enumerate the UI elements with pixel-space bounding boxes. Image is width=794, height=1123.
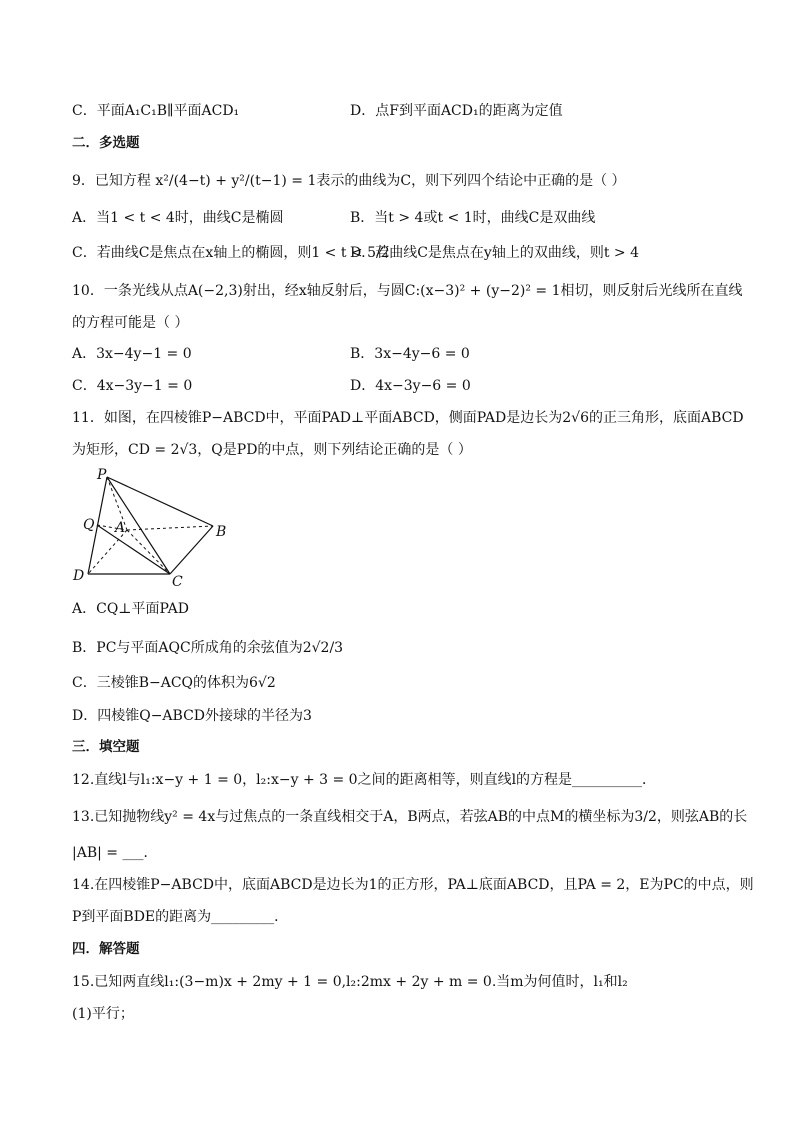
q10-stem-line1: 10．一条光线从点A(−2,3)射出，经x轴反射后，与圆C:(x−3)² + (y−2)² = 1相切，则反射后光线所在直线 — [72, 283, 743, 299]
q15-stem: 15.已知两直线l₁:(3−m)x + 2my + 1 = 0,l₂:2mx + 2y + m = 0.当m为何值时，l₁和l₂ — [72, 974, 628, 990]
edge-qc — [97, 525, 170, 574]
q8-option-c: C．平面A₁C₁B∥平面ACD₁ — [72, 103, 240, 119]
edge-ac — [127, 530, 170, 574]
q9-stem: 9．已知方程 x²/(4−t) + y²/(t−1) = 1表示的曲线为C，则下列四个结论中正确的是（ ） — [72, 173, 626, 189]
q9-option-a: A．当1 < t < 4时，曲线C是椭圆 — [72, 210, 284, 226]
label-q: Q — [83, 517, 95, 533]
q10-stem-line2: 的方程可能是（ ） — [72, 315, 189, 331]
q9-option-b: B．当t > 4或t < 1时，曲线C是双曲线 — [350, 210, 596, 226]
q11-option-b: B．PC与平面AQC所成角的余弦值为2√2/3 — [72, 640, 344, 656]
q10-option-c: C．4x−3y−1 = 0 — [72, 378, 193, 394]
label-d: D — [73, 568, 85, 584]
q10-option-b: B．3x−4y−6 = 0 — [350, 346, 470, 362]
edge-cb — [170, 526, 213, 574]
pyramid-figure — [70, 464, 240, 590]
q14-stem-line1: 14.在四棱锥P−ABCD中，底面ABCD是边长为1的正方形，PA⊥底面ABCD，且PA = 2，E为PC的中点，则 — [72, 877, 754, 893]
q14-stem-line2: P到平面BDE的距离为_________． — [72, 909, 289, 925]
q8-option-d: D．点F到平面ACD₁的距离为定值 — [350, 103, 563, 119]
q13-stem-line2: |AB| = ___． — [72, 845, 158, 861]
label-c: C — [172, 574, 183, 590]
q11-option-c: C．三棱锥B−ACQ的体积为6√2 — [72, 675, 276, 691]
label-b: B — [216, 524, 227, 540]
q9-option-d: D．若曲线C是焦点在y轴上的双曲线，则t > 4 — [350, 245, 640, 261]
edge-ad — [88, 530, 127, 574]
q10-option-d: D．4x−3y−6 = 0 — [350, 378, 471, 394]
q10-option-a: A．3x−4y−1 = 0 — [72, 346, 192, 362]
q11-option-a: A．CQ⊥平面PAD — [72, 601, 189, 617]
q15-part-1: (1)平行； — [72, 1006, 134, 1022]
label-a: A — [115, 520, 126, 536]
q12-stem: 12.直线l与l₁:x−y + 1 = 0，l₂:x−y + 3 = 0之间的距离相等，则直线l的方程是__________． — [72, 772, 657, 788]
section-fill-in: 三．填空题 — [72, 739, 140, 755]
q11-stem-line2: 为矩形，CD = 2√3，Q是PD的中点，则下列结论正确的是（ ） — [72, 442, 472, 458]
q13-stem-line1: 13.已知抛物线y² = 4x与过焦点的一条直线相交于A，B两点，若弦AB的中点M的横坐标为3/2，则弦AB的长 — [72, 809, 748, 825]
section-solve: 四．解答题 — [72, 941, 140, 957]
q11-stem-line1: 11．如图，在四棱锥P−ABCD中，平面PAD⊥平面ABCD，侧面PAD是边长为2√6的正三角形，底面ABCD — [72, 410, 744, 426]
label-p: P — [97, 467, 107, 483]
section-multiple-choice: 二．多选题 — [72, 135, 140, 151]
q9-option-c: C．若曲线C是焦点在x轴上的椭圆，则1 < t < 5/2 — [72, 245, 390, 261]
q11-option-d: D．四棱锥Q−ABCD外接球的半径为3 — [72, 708, 312, 724]
